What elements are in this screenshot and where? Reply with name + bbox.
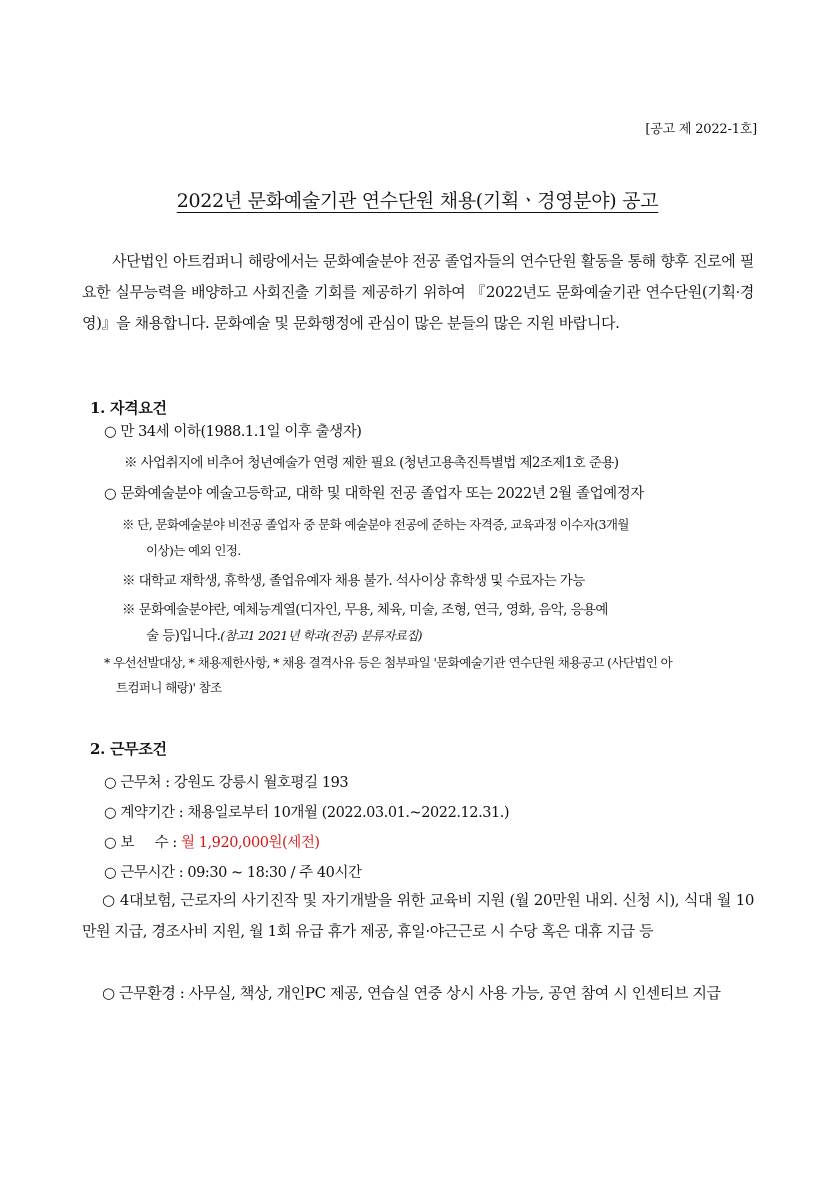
salary-value: 월 1,920,000원(세전) [181, 835, 320, 851]
work-location: ○ 근무처 : 강원도 강릉시 월호평길 193 [104, 775, 349, 791]
work-hours: ○ 근무시간 : 09:30 ~ 18:30 / 주 40시간 [104, 865, 362, 881]
notice-number: [공고 제 2022-1호] [645, 122, 757, 137]
environment-paragraph: ○ 근무환경 : 사무실, 책상, 개인PC 제공, 연습실 연중 상시 사용 가능, 공연 참여 시 인센티브 지급 [102, 984, 721, 1002]
page-title: 2022년 문화예술기관 연수단원 채용(기획ㆍ경영분야) 공고 [176, 190, 659, 212]
benefits-paragraph: ○ 4대보험, 근로자의 사기진작 및 자기개발을 위한 교육비 지원 (월 20만원 내외. 신청 시), 식대 월 10만원 지급, 경조사비 지원, 월 1회 유급 휴가 제공, 휴일·야근근로 시 수당 혹은 대휴 지급 등 [82, 891, 754, 940]
section-2-title: 2. 근무조건 [90, 740, 167, 758]
note-nonmajor-line1: ※ 단, 문화예술분야 비전공 졸업자 중 문화 예술분야 전공에 준하는 자격증, 교육과정 이수자(3개월 [122, 517, 629, 532]
salary-row [104, 831, 320, 852]
note-field-reference: (참고1 2021년 학과(전공) 분류자료집) [220, 628, 422, 643]
note-field-line2 [146, 624, 422, 644]
note-nonmajor-line2: 이상)는 예외 인정. [146, 543, 241, 558]
note-field-line1: ※ 문화예술분야란, 예체능계열(디자인, 무용, 체육, 미술, 조형, 연극, 영화, 음악, 응용예 [122, 602, 608, 618]
footnote-line2: 트컴퍼니 해랑)' 참조 [116, 680, 222, 695]
section-1-title: 1. 자격요건 [90, 399, 167, 417]
note-field-text: 술 등)입니다. [146, 628, 221, 644]
note-students: ※ 대학교 재학생, 휴학생, 졸업유예자 채용 불가. 석사이상 휴학생 및 수료자는 가능 [122, 573, 585, 589]
contract-period: ○ 계약기간 : 채용일로부터 10개월 (2022.03.01.~2022.12.31.) [104, 805, 510, 821]
salary-label: ○ 보 수 : [104, 835, 182, 851]
intro-paragraph: 사단법인 아트컴퍼니 해랑에서는 문화예술분야 전공 졸업자들의 연수단원 활동을 통해 향후 진로에 필요한 실무능력을 배양하고 사회진출 기회를 제공하기 위하여 『2022년도 문화예술기관 연수단원(기획·경영)』을 채용합니다. 문화예술 및 문화행정에 관심이 많은 분들의 많은 지원 바랍니다. [82, 252, 754, 332]
requirement-age-note: ※ 사업취지에 비추어 청년예술가 연령 제한 필요 (청년고용촉진특별법 제2조제1호 준용) [124, 455, 619, 471]
footnote-line1: * 우선선발대상, * 채용제한사항, * 채용 결격사유 등은 첨부파일 '문화예술기관 연수단원 채용공고 (사단법인 아 [104, 655, 673, 670]
requirement-age: ○ 만 34세 이하(1988.1.1일 이후 출생자) [104, 424, 362, 440]
requirement-education: ○ 문화예술분야 예술고등학교, 대학 및 대학원 전공 졸업자 또는 2022년 2월 졸업예정자 [104, 486, 644, 502]
